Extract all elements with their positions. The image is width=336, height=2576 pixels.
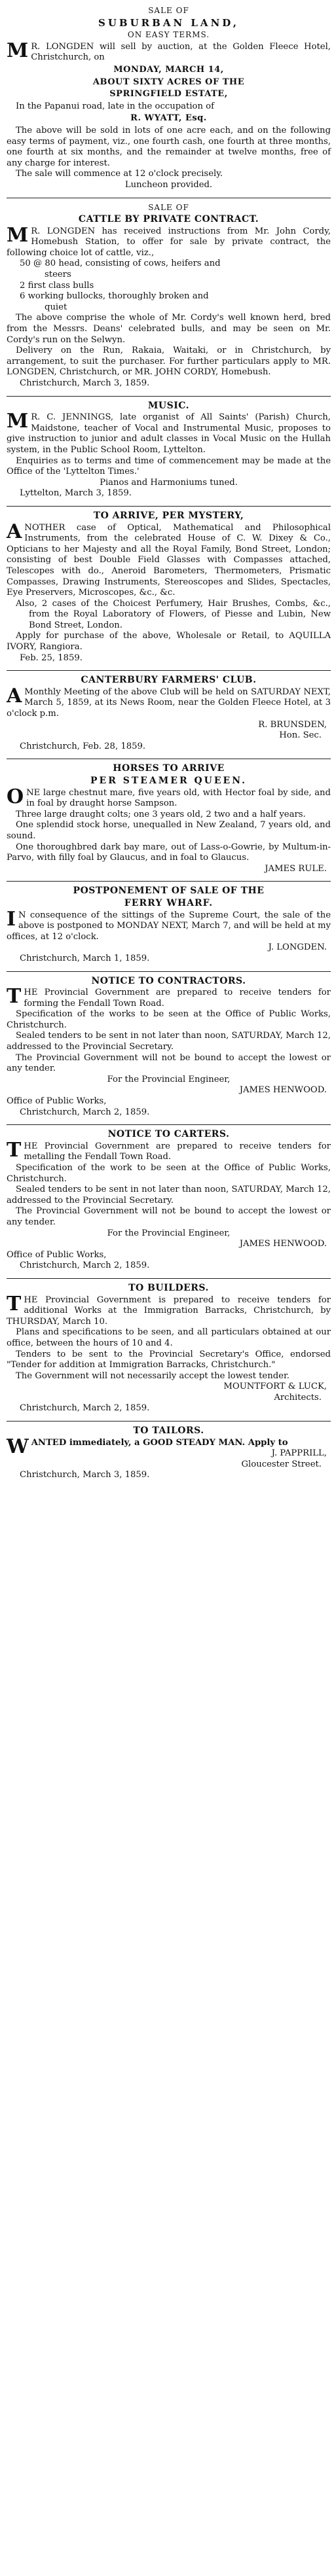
ad-occupant: R. WYATT, Esq. — [130, 113, 207, 124]
ad-note: Luncheon provided. — [124, 179, 213, 190]
ad-dateline: Christchurch, March 2, 1859. — [20, 1403, 150, 1414]
ad-note: For the Provincial Engineer, — [107, 1228, 231, 1238]
ad-paragraph: ANOTHER case of Optical, Mathematical and Philosophical Instruments, from the celebrated House of C. W. Dixey & Co., Opticians to her Majesty and all the Royal Family, Bond Street, London; consisting of best Double Field Glasses with Compasses attached, Telescopes with do., Aneroid Barometers, Thermometers, Prismatic Compasses, Drawing Instruments, Stereoscopes and Slides, Spectacles, Eye Preservers, Microscopes, &c., &c. — [7, 520, 331, 598]
ad-paragraph: The Provincial Government will not be bound to accept the lowest or any tender. — [7, 1052, 331, 1074]
ad-heading: CANTERBURY FARMERS' CLUB. — [81, 675, 257, 686]
ad-heading: NOTICE TO CONTRACTORS. — [91, 975, 246, 986]
ad-paragraph: Three large draught colts; one 3 years old, 2 two and a half years. — [16, 809, 306, 819]
ad-paragraph: Apply for purchase of the above, Wholesale or Retail, to AQUILLA IVORY, Rangiora. — [7, 631, 331, 653]
ad-dateline: Christchurch, March 3, 1859. — [20, 378, 150, 388]
ad-date: MONDAY, MARCH 14, — [113, 64, 224, 75]
ad-paragraph: The Government will not necessarily accept the lowest tender. — [16, 1370, 289, 1381]
ad-heading: FERRY WHARF. — [124, 897, 214, 908]
ad-paragraph: Sealed tenders to be sent in not later than noon, SATURDAY, March 12, addressed to the Provincial Secretary. — [7, 1185, 331, 1206]
ad-signer-role: Architects. — [274, 1392, 322, 1403]
ad-farmers-club — [7, 670, 331, 759]
ad-contractors — [7, 971, 331, 1125]
ad-paragraph: The above comprise the whole of Mr. Cordy's well known herd, bred from the Messrs. Deans' celebrated bulls, and may be seen on Mr. Cordy's run on the Selwyn. — [7, 313, 331, 345]
ad-paragraph: Sealed tenders to be sent in not later than noon, SATURDAY, March 12, addressed to the Provincial Secretary. — [7, 1031, 331, 1052]
ad-paragraph: WANTED immediately, a GOOD STEADY MAN. Apply to — [7, 1435, 288, 1458]
ad-heading: SALE OF — [148, 6, 189, 15]
ad-paragraph: The above will be sold in lots of one acre each, and on the following easy terms of payment, viz., one fourth cash, one fourth at three months, one fourth at six months, and the remainder at twelve months, free of any charge for interest. — [7, 125, 331, 168]
ad-acres: ABOUT SIXTY ACRES OF THE — [92, 77, 245, 87]
ad-signer-role: Hon. Sec. — [279, 730, 322, 741]
ad-heading: PER STEAMER QUEEN. — [90, 776, 247, 786]
ad-paragraph: One splendid stock horse, unequalled in New Zealand, 7 years old, and sound. — [7, 820, 331, 841]
ad-paragraph: Specification of the work to be seen at the Office of Public Works, Christchurch. — [7, 1163, 331, 1184]
ad-tailors — [7, 1421, 331, 1488]
ad-dateline: Christchurch, March 1, 1859. — [20, 953, 150, 963]
ad-dateline: Christchurch, March 2, 1859. — [20, 1107, 150, 1117]
ad-signer: J. LONGDEN. — [268, 942, 327, 953]
ad-heading: SUBURBAN LAND, — [98, 16, 239, 29]
ad-office: Office of Public Works, — [7, 1096, 107, 1107]
stock-line: 2 first class bulls — [20, 280, 94, 291]
ad-paragraph: The Provincial Government will not be bound to accept the lowest or any tender. — [7, 1206, 331, 1227]
ad-heading: MUSIC. — [147, 400, 190, 411]
ad-heading: TO TAILORS. — [133, 1425, 204, 1437]
ad-note: Pianos and Harmoniums tuned. — [100, 477, 238, 488]
ad-cattle-sale — [7, 198, 331, 396]
ad-heading: TO BUILDERS. — [128, 1282, 209, 1293]
ad-paragraph: MR. LONGDEN will sell by auction, at the Golden Fleece Hotel, Christchurch, on — [7, 39, 331, 63]
ad-heading: NOTICE TO CARTERS. — [107, 1129, 230, 1140]
ad-music — [7, 396, 331, 506]
ad-paragraph: AMonthly Meeting of the above Club will be held on SATURDAY NEXT, March 5, 1859, at its News Room, near the Golden Fleece Hotel, at 3 o'clock p.m. — [7, 684, 331, 719]
ad-paragraph: The sale will commence at 12 o'clock precisely. — [16, 169, 223, 179]
ad-paragraph: Specification of the works to be seen at the Office of Public Works, Christchurch. — [7, 1009, 331, 1030]
ad-heading: TO ARRIVE, PER MYSTERY, — [93, 510, 244, 521]
stock-line: quiet — [45, 302, 67, 312]
ad-paragraph: ONE large chestnut mare, five years old, with Hector foal by side, and in foal by draught horse Sampson. — [7, 785, 331, 809]
ad-subheading: ON EASY TERMS. — [127, 30, 210, 40]
ad-signer-role: Gloucester Street. — [241, 1459, 322, 1469]
ad-paragraph: THE Provincial Government are prepared to receive tenders for forming the Fendall Town Road. — [7, 985, 331, 1009]
ad-signer: JAMES RULE. — [265, 863, 327, 874]
ad-paragraph: Plans and specifications to be seen, and all particulars obtained at our office, between the hours of 10 and 4. — [7, 1327, 331, 1348]
ad-paragraph: Also, 2 cases of the Choicest Perfumery, Hair Brushes, Combs, &c., from the Royal Laboratory of Flowers, of Piesse and Lubin, New Bond Street, London. — [16, 598, 331, 630]
ad-horses — [7, 759, 331, 881]
ad-suburban-land — [7, 1, 331, 198]
ad-paragraph: Enquiries as to terms and time of commencement may be made at the Office of the 'Lyttelton Times.' — [7, 456, 331, 477]
ad-builders — [7, 1278, 331, 1421]
ad-heading: POSTPONEMENT OF SALE OF THE — [73, 885, 265, 897]
stock-line: 6 working bullocks, thoroughly broken and — [20, 291, 209, 302]
ad-dateline: Lyttelton, March 3, 1859. — [20, 488, 132, 499]
ad-paragraph: MR. LONGDEN has received instructions from Mr. John Cordy, Homebush Station, to offer for sale by private contract, the following choice lot of cattle, viz., — [7, 223, 331, 258]
stock-line: steers — [45, 270, 71, 280]
ad-paragraph: THE Provincial Government is prepared to receive tenders for additional Works at the Immigration Barracks, Christchurch, by THURSDAY, March 10. — [7, 1292, 331, 1327]
ad-paragraph: IN consequence of the sittings of the Supreme Court, the sale of the above is postponed to MONDAY NEXT, March 7, and will be held at my offices, at 12 o'clock. — [7, 907, 331, 942]
ad-carters — [7, 1124, 331, 1278]
ad-heading: CATTLE BY PRIVATE CONTRACT. — [78, 214, 259, 225]
ad-office: Office of Public Works, — [7, 1249, 107, 1260]
ad-ferry-wharf — [7, 881, 331, 971]
ad-dateline: Christchurch, March 3, 1859. — [20, 1470, 150, 1480]
ad-note: For the Provincial Engineer, — [107, 1074, 231, 1084]
ad-mystery — [7, 506, 331, 670]
stock-line: 50 @ 80 head, consisting of cows, heifers and — [20, 259, 221, 269]
ad-paragraph: Tenders to be sent to the Provincial Secretary's Office, endorsed "Tender for addition at Immigration Barracks, Christchurch." — [7, 1349, 331, 1370]
ad-paragraph: In the Papanui road, late in the occupation of — [16, 101, 214, 111]
ad-paragraph: MR. C. JENNINGS, late organist of All Saints' (Parish) Church, Maidstone, teacher of Vocal and Instrumental Music, proposes to give instruction to junior and adult classes in Vocal Music on the Hullah system, in the Public School Room, Lyttelton. — [7, 410, 331, 455]
ad-estate: SPRINGFIELD ESTATE, — [109, 89, 228, 99]
ad-heading: HORSES TO ARRIVE — [113, 763, 225, 774]
ad-signer: J. PAPPRILL, — [271, 1448, 327, 1459]
ad-signer: MOUNTFORT & LUCK, — [223, 1382, 327, 1392]
ad-signer: JAMES HENWOOD. — [239, 1085, 327, 1096]
ad-signer: JAMES HENWOOD. — [239, 1239, 327, 1249]
ad-paragraph: Delivery on the Run, Rakaia, Waitaki, or in Christchurch, by arrangement, to suit the purchaser. For further particulars apply to MR. LONGDEN, Christchurch, or MR. JOHN CORDY, Homebush. — [7, 346, 331, 378]
ad-dateline: Christchurch, Feb. 28, 1859. — [20, 741, 146, 751]
ad-paragraph: One thoroughbred dark bay mare, out of Lass-o-Gowrie, by Multum-in-Parvo, with filly foal by Glaucus, and in foal to Glaucus. — [7, 842, 331, 863]
ad-heading: SALE OF — [148, 202, 189, 212]
ad-dateline: Feb. 25, 1859. — [20, 653, 83, 663]
ad-paragraph: THE Provincial Government are prepared to receive tenders for metalling the Fendall Town Road. — [7, 1138, 331, 1162]
ad-dateline: Christchurch, March 2, 1859. — [20, 1261, 150, 1271]
ad-signer: R. BRUNSDEN, — [258, 719, 327, 730]
